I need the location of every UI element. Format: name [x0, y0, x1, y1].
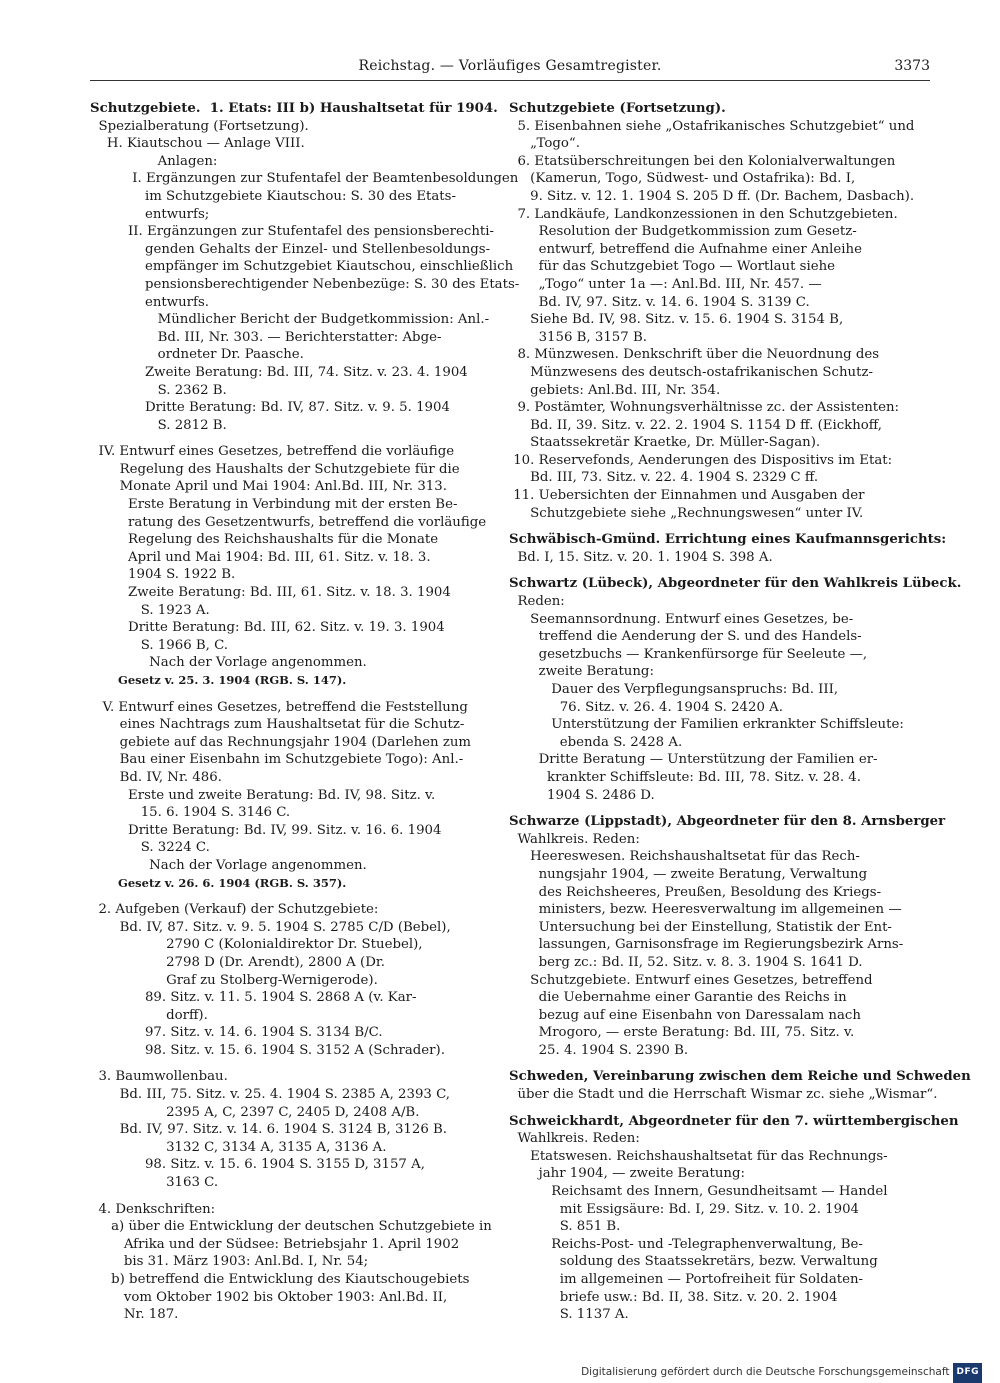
index-line: II. Ergänzungen zur Stufentafel des pensionsberechti- [90, 224, 494, 240]
index-line: 76. Sitz. v. 26. 4. 1904 S. 2420 A. [509, 699, 783, 715]
index-line: 89. Sitz. v. 11. 5. 1904 S. 2868 A (v. Kar- [90, 990, 417, 1006]
index-line: Bd. IV, 97. Sitz. v. 14. 6. 1904 S. 3139 C. [509, 294, 810, 310]
index-line: 2798 D (Dr. Arendt), 2800 A (Dr. [90, 954, 385, 970]
index-line: für das Schutzgebiet Togo — Wortlaut siehe [509, 259, 836, 275]
index-line: 25. 4. 1904 S. 2390 B. [509, 1042, 689, 1058]
index-line: ordneter Dr. Paasche. [90, 347, 304, 363]
index-line: Mündlicher Bericht der Budgetkommission: Anl.- [90, 312, 490, 328]
index-line: Bd. IV, 87. Sitz. v. 9. 5. 1904 S. 2785 C/D (Bebel), [90, 919, 451, 935]
index-line: dorff). [90, 1007, 208, 1023]
index-line: ratung des Gesetzentwurfs, betreffend die vorläufige [90, 514, 487, 530]
index-line: Gesetz v. 26. 6. 1904 (RGB. S. 357). [90, 875, 347, 890]
index-line: Wahlkreis. Reden: [509, 1131, 640, 1147]
index-line: Schutzgebiete. Entwurf eines Gesetzes, betreffend [509, 972, 873, 988]
index-line: soldung des Staatssekretärs, bezw. Verwaltung [509, 1254, 878, 1270]
index-line: Regelung des Reichshaushalts für die Monate [90, 532, 439, 548]
index-line: 2. Aufgeben (Verkauf) der Schutzgebiete: [90, 902, 379, 918]
index-line: 98. Sitz. v. 15. 6. 1904 S. 3155 D, 3157 A, [90, 1157, 425, 1173]
index-line: „Togo“ unter 1a —: Anl.Bd. III, Nr. 457. — [509, 276, 822, 292]
index-line: S. 3224 C. [90, 840, 210, 856]
index-line: 5. Eisenbahnen siehe „Ostafrikanisches Schutzgebiet“ und [509, 118, 915, 134]
index-line: 3. Baumwollenbau. [90, 1069, 228, 1085]
entry-spacer [90, 1059, 502, 1068]
entry-spacer [90, 434, 502, 443]
index-line: S. 1137 A. [509, 1307, 629, 1323]
running-header [90, 58, 930, 81]
entry-spacer [509, 1104, 925, 1113]
index-line: Bd. I, 15. Sitz. v. 20. 1. 1904 S. 398 A. [509, 549, 773, 565]
footer-credit [581, 1363, 982, 1383]
index-line: „Togo“. [509, 136, 580, 152]
index-line: Dritte Beratung: Bd. IV, 87. Sitz. v. 9. 5. 1904 [90, 400, 450, 416]
index-line: Schwäbisch-Gmünd. Errichtung eines Kaufmannsgerichts: [509, 532, 947, 548]
index-line: 3156 B, 3157 B. [509, 329, 647, 345]
index-line: IV. Entwurf eines Gesetzes, betreffend die vorläufige [90, 444, 455, 460]
index-line: des Reichsheeres, Preußen, Besoldung des Kriegs- [509, 884, 882, 900]
index-line: 8. Münzwesen. Denkschrift über die Neuordnung des [509, 347, 880, 363]
index-line: 3163 C. [90, 1175, 219, 1191]
index-line: entwurfs; [90, 206, 210, 222]
index-line: Bd. IV, 97. Sitz. v. 14. 6. 1904 S. 3124 B, 3126 B. [90, 1122, 448, 1138]
index-line: genden Gehalts der Einzel- und Stellenbesoldungs- [90, 241, 491, 257]
index-line: gesetzbuchs — Krankenfürsorge für Seeleute —, [509, 646, 868, 662]
entry-spacer [509, 804, 925, 813]
index-line: 6. Etatsüberschreitungen bei den Kolonialverwaltungen [509, 153, 896, 169]
index-line: Siehe Bd. IV, 98. Sitz. v. 15. 6. 1904 S. 3154 B, [509, 312, 844, 328]
index-line: Bd. III, Nr. 303. — Berichterstatter: Abge- [90, 329, 442, 345]
index-line: Anlagen: [90, 153, 218, 169]
index-line: eines Nachtrags zum Haushaltsetat für die Schutz- [90, 717, 465, 733]
entry-spacer [90, 1192, 502, 1201]
index-line: Dritte Beratung — Unterstützung der Familien er- [509, 752, 878, 768]
index-line: Bau einer Eisenbahn im Schutzgebiete Togo): Anl.- [90, 752, 464, 768]
index-line: ministers, bezw. Heeresverwaltung im allgemeinen — [509, 902, 902, 918]
index-line: Nr. 187. [90, 1307, 179, 1323]
index-line: Reichs-Post- und -Telegraphenverwaltung, Be- [509, 1236, 863, 1252]
index-line: Gesetz v. 25. 3. 1904 (RGB. S. 147). [90, 673, 347, 687]
index-line: die Uebernahme einer Garantie des Reichs in [509, 990, 847, 1006]
index-line: 2395 A, C, 2397 C, 2405 D, 2408 A/B. [90, 1104, 420, 1120]
index-line: im Schutzgebiete Kiautschou: S. 30 des Etats- [90, 188, 456, 204]
index-line: gebiets: Anl.Bd. III, Nr. 354. [509, 382, 721, 398]
index-line: im allgemeinen — Portofreiheit für Soldaten- [509, 1272, 864, 1287]
index-line: 2790 C (Kolonialdirektor Dr. Stuebel), [90, 937, 423, 953]
index-line: b) betreffend die Entwicklung des Kiautschougebiets [90, 1272, 470, 1287]
index-line: Zweite Beratung: Bd. III, 74. Sitz. v. 23. 4. 1904 [90, 364, 468, 380]
index-line: Schweickhardt, Abgeordneter für den 7. württembergischen [509, 1113, 959, 1129]
index-line: Erste Beratung in Verbindung mit der ersten Be- [90, 497, 458, 513]
index-line: zweite Beratung: [509, 664, 654, 680]
index-line: entwurf, betreffend die Aufnahme einer Anleihe [509, 241, 862, 257]
index-line: 4. Denkschriften: [90, 1201, 216, 1217]
index-line: S. 1923 A. [90, 602, 210, 618]
index-line: Seemannsordnung. Entwurf eines Gesetzes, be- [509, 611, 854, 627]
index-line: Dauer des Verpflegungsanspruchs: Bd. III, [509, 682, 839, 697]
index-line: Schutzgebiete. 1. Etats: III b) Haushaltsetat für 1904. [90, 101, 498, 116]
running-title: Reichstag. — Vorläufiges Gesamtregister. [358, 58, 662, 74]
index-line: (Kamerun, Togo, Südwest- und Ostafrika): Bd. I, [509, 171, 856, 187]
entry-spacer [509, 1059, 925, 1068]
index-line: Bd. III, 73. Sitz. v. 22. 4. 1904 S. 2329 C ff. [509, 470, 819, 486]
index-line: berg zc.: Bd. II, 52. Sitz. v. 8. 3. 1904 S. 1641 D. [509, 954, 863, 970]
right-column [509, 100, 971, 1324]
index-line: S. 2362 B. [90, 382, 227, 398]
index-line: nungsjahr 1904, — zweite Beratung, Verwaltung [509, 866, 868, 882]
entry-spacer [509, 522, 925, 531]
index-line: S. 1966 B, C. [90, 637, 229, 653]
index-line: pensionsberechtigender Nebenbezüge: S. 30 des Etats- [90, 276, 520, 292]
index-line: empfänger im Schutzgebiet Kiautschou, einschließlich [90, 259, 514, 275]
index-line: S. 2812 B. [90, 417, 227, 433]
index-line: S. 851 B. [509, 1219, 621, 1235]
left-column [90, 100, 520, 1324]
entry-spacer [90, 892, 502, 901]
index-line: Afrika und der Südsee: Betriebsjahr 1. April 1902 [90, 1236, 460, 1252]
index-line: V. Entwurf eines Gesetzes, betreffend die Feststellung [90, 699, 468, 715]
index-line: 9. Sitz. v. 12. 1. 1904 S. 205 D ff. (Dr. Bachem, Dasbach). [509, 188, 915, 204]
index-line: 11. Uebersichten der Einnahmen und Ausgaben der [509, 488, 865, 504]
index-line: Wahlkreis. Reden: [509, 831, 640, 847]
index-line: Spezialberatung (Fortsetzung). [90, 118, 309, 134]
index-line: Schwarze (Lippstadt), Abgeordneter für den 8. Arnsberger [509, 814, 946, 830]
index-line: Nach der Vorlage angenommen. [90, 655, 367, 671]
index-line: Schutzgebiete siehe „Rechnungswesen“ unter IV. [509, 505, 864, 521]
index-line: 1904 S. 1922 B. [90, 567, 236, 583]
index-line: 97. Sitz. v. 14. 6. 1904 S. 3134 B/C. [90, 1025, 383, 1041]
index-line: bis 31. März 1903: Anl.Bd. I, Nr. 54; [90, 1254, 369, 1270]
dfg-logo: DFG [953, 1363, 982, 1383]
index-line: über die Stadt und die Herrschaft Wismar zc. siehe „Wismar“. [509, 1087, 938, 1103]
index-line: Unterstützung der Familien erkrankter Schiffsleute: [509, 717, 904, 733]
index-line: Schweden, Vereinbarung zwischen dem Reiche und Schweden [509, 1069, 971, 1085]
index-line: Staatssekretär Kraetke, Dr. Müller-Sagan). [509, 435, 821, 451]
index-line: mit Essigsäure: Bd. I, 29. Sitz. v. 10. 2. 1904 [509, 1201, 860, 1217]
index-line: Monate April und Mai 1904: Anl.Bd. III, Nr. 313. [90, 479, 447, 495]
index-line: Schwartz (Lübeck), Abgeordneter für den Wahlkreis Lübeck. [509, 576, 962, 592]
index-line: 15. 6. 1904 S. 3146 C. [90, 805, 291, 821]
index-line: Schutzgebiete (Fortsetzung). [509, 101, 726, 116]
index-line: Dritte Beratung: Bd. IV, 99. Sitz. v. 16. 6. 1904 [90, 822, 442, 838]
index-line: gebiete auf das Rechnungsjahr 1904 (Darlehen zum [90, 734, 472, 750]
footer-text: Digitalisierung gefördert durch die Deutsche Forschungsgemeinschaft [581, 1366, 950, 1378]
index-line: briefe usw.: Bd. II, 38. Sitz. v. 20. 2. 1904 [509, 1289, 838, 1305]
index-line: 10. Reservefonds, Aenderungen des Dispositivs im Etat: [509, 452, 893, 468]
index-line: Dritte Beratung: Bd. III, 62. Sitz. v. 19. 3. 1904 [90, 620, 445, 636]
index-line: 3132 C, 3134 A, 3135 A, 3136 A. [90, 1139, 387, 1155]
index-line: Mrogoro, — erste Beratung: Bd. III, 75. Sitz. v. [509, 1025, 855, 1041]
index-line: Graf zu Stolberg-Wernigerode). [90, 972, 378, 988]
index-line: Münzwesens des deutsch-ostafrikanischen Schutz- [509, 364, 873, 380]
index-line: I. Ergänzungen zur Stufentafel der Beamtenbesoldungen [90, 171, 519, 187]
index-line: 98. Sitz. v. 15. 6. 1904 S. 3152 A (Schrader). [90, 1042, 445, 1058]
index-line: jahr 1904, — zweite Beratung: [509, 1166, 745, 1182]
index-line: April und Mai 1904: Bd. III, 61. Sitz. v. 18. 3. [90, 549, 431, 565]
index-line: lassungen, Garnisonsfrage im Regierungsbezirk Arns- [509, 937, 904, 953]
index-line: Nach der Vorlage angenommen. [90, 857, 367, 873]
index-line: 1904 S. 2486 D. [509, 787, 655, 803]
index-line: entwurfs. [90, 294, 209, 310]
index-line: bezug auf eine Eisenbahn von Daressalam nach [509, 1007, 861, 1023]
index-line: Regelung des Haushalts der Schutzgebiete für die [90, 461, 460, 477]
index-line: Bd. IV, Nr. 486. [90, 769, 222, 785]
index-line: H. Kiautschou — Anlage VIII. [90, 136, 305, 152]
index-line: Resolution der Budgetkommission zum Gesetz- [509, 224, 857, 240]
index-line: Zweite Beratung: Bd. III, 61. Sitz. v. 18. 3. 1904 [90, 585, 451, 601]
index-line: Erste und zweite Beratung: Bd. IV, 98. Sitz. v. [90, 787, 436, 803]
index-line: Heereswesen. Reichshaushaltsetat für das Rech- [509, 849, 860, 865]
entry-spacer [509, 566, 925, 575]
index-line: Etatswesen. Reichshaushaltsetat für das Rechnungs- [509, 1148, 888, 1164]
index-line: 9. Postämter, Wohnungsverhältnisse zc. der Assistenten: [509, 400, 900, 416]
index-line: a) über die Entwicklung der deutschen Schutzgebiete in [90, 1219, 492, 1235]
entry-spacer [90, 690, 502, 699]
index-line: 7. Landkäufe, Landkonzessionen in den Schutzgebieten. [509, 206, 898, 222]
index-line: Bd. III, 75. Sitz. v. 25. 4. 1904 S. 2385 A, 2393 C, [90, 1087, 451, 1103]
index-line: treffend die Aenderung der S. und des Handels- [509, 629, 862, 645]
index-line: Untersuchung bei der Einstellung, Statistik der Ent- [509, 919, 892, 935]
index-line: Bd. II, 39. Sitz. v. 22. 2. 1904 S. 1154 D ff. (Eickhoff, [509, 417, 882, 433]
index-line: krankter Schiffsleute: Bd. III, 78. Sitz. v. 28. 4. [509, 769, 861, 785]
index-line: Reden: [509, 594, 565, 610]
index-line: ebenda S. 2428 A. [509, 734, 683, 750]
index-line: vom Oktober 1902 bis Oktober 1903: Anl.Bd. II, [90, 1289, 448, 1305]
page-number: 3373 [894, 58, 930, 74]
index-line: Reichsamt des Innern, Gesundheitsamt — Handel [509, 1184, 888, 1200]
